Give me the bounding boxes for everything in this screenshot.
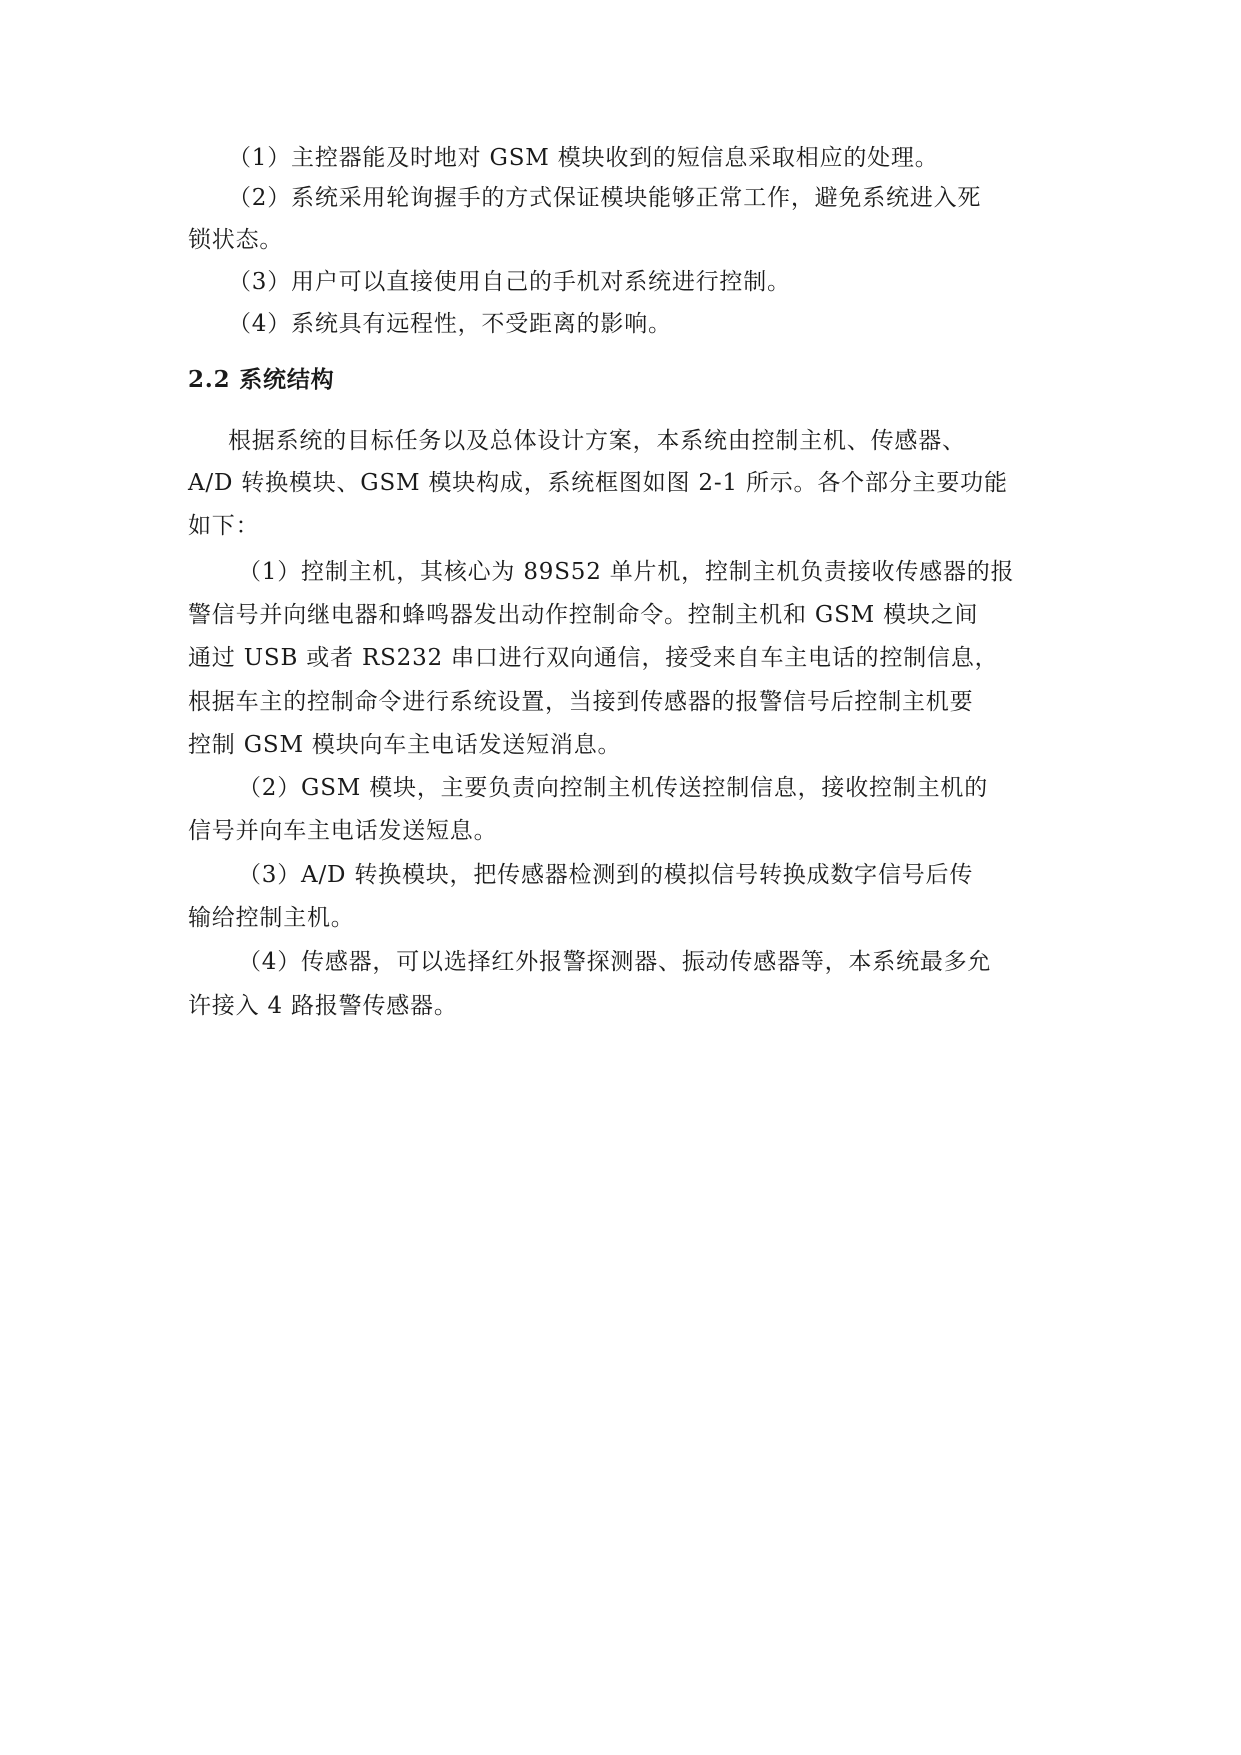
paragraph-1-line-2: 警信号并向继电器和蜂鸣器发出动作控制命令。控制主机和 GSM 模块之间: [188, 602, 979, 628]
paragraph-1-line-3: 通过 USB 或者 RS232 串口进行双向通信，接受来自车主电话的控制信息，: [188, 645, 999, 671]
paragraph-2-line-1: （2）GSM 模块，主要负责向控制主机传送控制信息，接收控制主机的: [238, 775, 989, 801]
list-item-1: （1）主控器能及时地对 GSM 模块收到的短信息采取相应的处理。: [228, 145, 939, 171]
intro-line-1: 根据系统的目标任务以及总体设计方案，本系统由控制主机、传感器、: [228, 428, 966, 454]
list-item-3: （3）用户可以直接使用自己的手机对系统进行控制。: [228, 269, 791, 295]
intro-line-2: A/D 转换模块、GSM 模块构成，系统框图如图 2-1 所示。各个部分主要功能: [188, 470, 1008, 496]
list-item-2-line-2: 锁状态。: [188, 227, 284, 253]
paragraph-1-line-5: 控制 GSM 模块向车主电话发送短消息。: [188, 732, 622, 758]
paragraph-3-line-2: 输给控制主机。: [188, 905, 355, 931]
paragraph-1-line-1: （1）控制主机，其核心为 89S52 单片机，控制主机负责接收传感器的报: [238, 559, 1015, 585]
paragraph-4-line-1: （4）传感器，可以选择红外报警探测器、振动传感器等，本系统最多允: [238, 949, 992, 975]
section-heading: 2.2 系统结构: [188, 366, 335, 393]
paragraph-3-line-1: （3）A/D 转换模块，把传感器检测到的模拟信号转换成数字信号后传: [238, 862, 974, 888]
paragraph-2-line-2: 信号并向车主电话发送短息。: [188, 818, 498, 844]
paragraph-1-line-4: 根据车主的控制命令进行系统设置，当接到传感器的报警信号后控制主机要: [188, 689, 974, 715]
list-item-4: （4）系统具有远程性，不受距离的影响。: [228, 311, 672, 337]
intro-line-3: 如下：: [188, 513, 260, 539]
list-item-2-line-1: （2）系统采用轮询握手的方式保证模块能够正常工作，避免系统进入死: [228, 185, 982, 211]
paragraph-4-line-2: 许接入 4 路报警传感器。: [188, 993, 458, 1019]
